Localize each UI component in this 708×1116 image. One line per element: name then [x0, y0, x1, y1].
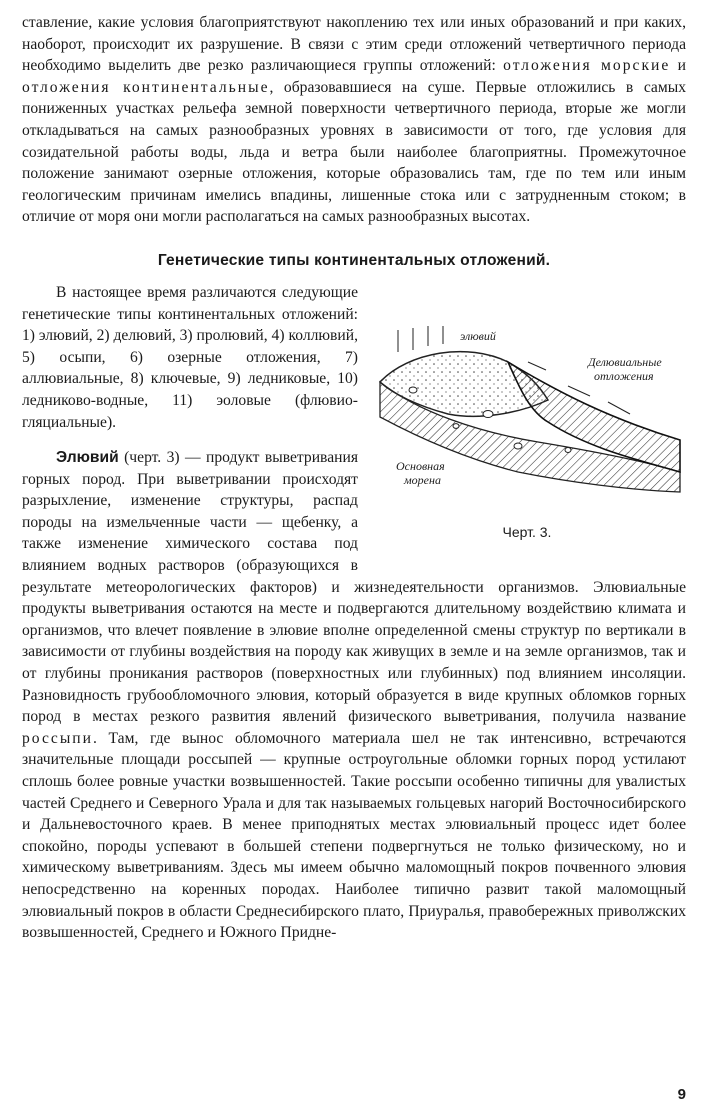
- term-marine: отложения морские: [503, 57, 671, 75]
- label-eluvium: элювий: [460, 328, 496, 343]
- eluvium-paragraph: Элювий (черт. 3) — продукт выветривания горных пород. При выветривании происходят разрыхление, изменение структуры, распад породы на измельченные части — щебенку, а также изменение химического состава под влиянием водных растворов (образующихся в результате метеорологических факторов) и жизнедеятельности организмов. Элювиальные продукты выветривания остаются на месте и подвергаются длительному воздействию климата и организмов, что влечет появление в элювие вполне определенной смены структур по вертикали в зависимости от глубины воздействия на породу как живущих в земле и на земле организмов, так и от глубины проникания растворов (поверхностных или глубинных) под влиянием инсоляции. Разновидность грубообломочного элювия, который образуется в виде крупных обломков горных пород в местах резкого развития явлений физического выветривания, получила название россыпи. Там, где вынос обломочного материала шел не так интенсивно, встречаются значительные площади россыпей — крупные остроугольные обломки горных пород устилают сплошь более ровные участки возвышенностей. Такие россыпи особенно типичны для увалистых частей Среднего и Северного Урала и для так называемых гольцевых нагорий Восточносибирского и Дальневосточного краев. В менее приподнятых местах элювиальный процесс идет более спокойно, породы успевают в большей степени подвергнуться не только физическому, но и химическому выветриваниям. Здесь мы имеем обычно маломощный покров почвенного элювия непосредственно на коренных породах. Наиболее типично развит такой маломощный элювиальный покров в области Среднесибирского плато, Приуралья, правобережных приволжских возвышенностей, Среднего и Южного Придне-: [22, 449, 686, 942]
- intro-paragraph: ставление, какие условия благоприятствуют накоплению тех или иных образований и при каких, наоборот, происходит их разрушение. В связи с этим среди отложений четвертичного периода необходимо выделить две резко различающиеся группы отложений: отложения морские и отложения континентальные, образовавшиеся на суше. Первые отложились в самых пониженных участках рельефа земной поверхности четвертичного периода, вторые же могли откладываться на самых разнообразных уровнях в зависимости от того, где условия для созидательной работы воды, льда и ветра были наиболее благоприятны. Промежуточное положение занимают озерные отложения, которые образовались там, где по тем или иным геологическим причинам имелись впадины, лишенные стока или с затрудненным стоком; в отличие от моря они могли располагаться на самых разнообразных высотах.: [22, 14, 687, 226]
- types-paragraph: В настоящее время различаются следующие генетические типы континентальных отложений: 1) элювий, 2) делювий, 3) пролювий, 4) коллювий, 5) осыпи, 6) озерные отложения, 7) аллювиальные, 8) ключевые, 9) ледниковые, 10) ледниково-водные, 11) эоловые (флювио-гляциальные).: [22, 283, 358, 431]
- page-body: [22, 12, 686, 944]
- term-continental: отложения континентальные: [22, 78, 270, 96]
- label-moraine-2: морена: [404, 472, 441, 487]
- label-deluvial-1: Делювиальные: [588, 354, 662, 369]
- eluvium-diagram: [368, 322, 686, 522]
- figure-caption: Черт. 3.: [502, 523, 552, 540]
- section-heading: Генетические типы континентальных отложений.: [157, 251, 551, 269]
- figure-3: [368, 322, 686, 554]
- label-moraine-1: Основная: [396, 458, 445, 473]
- term-eluvium: Элювий: [56, 449, 119, 467]
- page-number: 9: [677, 1086, 686, 1103]
- label-deluvial-2: отложения: [594, 368, 654, 383]
- term-placers: россыпи: [22, 729, 93, 747]
